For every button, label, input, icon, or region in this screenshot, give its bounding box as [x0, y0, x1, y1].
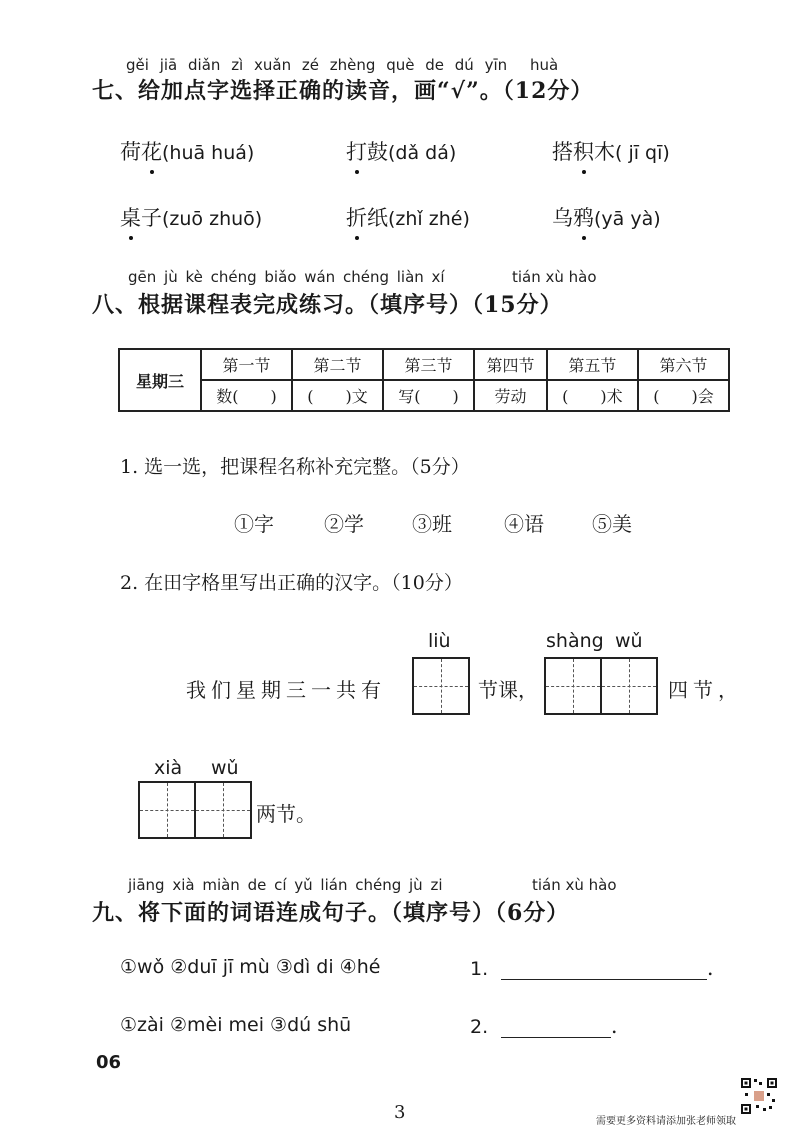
section8-pinyin-fill: tián xù hào: [512, 268, 597, 286]
schedule-cell[interactable]: ( )文: [292, 380, 383, 411]
sentence-part: 两节。: [256, 802, 316, 826]
grid-pinyin: liù: [428, 630, 451, 652]
schedule-header: 第三节: [383, 349, 474, 380]
pinyin: zé: [301, 56, 319, 74]
page-code: 06: [96, 1052, 122, 1073]
pinyin: gěi: [126, 56, 149, 74]
pinyin: zì: [231, 56, 244, 74]
option-4[interactable]: ④语: [504, 512, 544, 536]
option-1[interactable]: ①字: [234, 512, 274, 536]
pinyin: zhèng: [329, 56, 376, 74]
schedule-cell[interactable]: 数( ): [201, 380, 292, 411]
schedule-cell[interactable]: ( )会: [638, 380, 729, 411]
schedule-header: 第五节: [547, 349, 638, 380]
answer-line-1[interactable]: 1. .: [470, 956, 714, 980]
tianzige-box[interactable]: [600, 657, 658, 715]
item-zhezhi: 折纸(zhǐ zhé): [346, 202, 470, 232]
section7-title: 七、给加点字选择正确的读音，画“√”。（12分）: [92, 78, 594, 104]
pinyin: diǎn: [188, 56, 221, 74]
pinyin: yīn: [484, 56, 508, 74]
schedule-header: 第四节: [474, 349, 547, 380]
schedule-header: 第六节: [638, 349, 729, 380]
option-2[interactable]: ②学: [324, 512, 364, 536]
words-row-2: ①zài ②mèi mei ③dú shū: [120, 1014, 352, 1036]
section8-pinyin: gēn jù kè chéng biǎo wán chéng liàn xí: [128, 268, 445, 286]
pinyin: jiā: [159, 56, 178, 74]
qr-code-icon: [740, 1077, 778, 1115]
pinyin: huà: [529, 56, 559, 74]
section9-pinyin: jiāng xià miàn de cí yǔ lián chéng jù zi: [128, 876, 443, 894]
answer-blank[interactable]: [501, 957, 707, 980]
words-row-1: ①wǒ ②duī jī mù ③dì di ④hé: [120, 956, 381, 978]
item-dajimu: 搭积木( jī qī): [552, 136, 670, 166]
schedule-header: 第一节: [201, 349, 292, 380]
section9-pinyin-fill: tián xù hào: [532, 876, 617, 894]
item-wuya: 乌鸦(yā yà): [552, 202, 661, 232]
section7-pinyin: [126, 56, 558, 74]
grid-pinyin: wǔ: [211, 757, 239, 779]
pinyin: què: [386, 56, 415, 74]
pinyin: xuǎn: [254, 56, 292, 74]
grid-pinyin: xià: [154, 757, 183, 779]
schedule-day: 星期三: [119, 349, 201, 411]
option-5[interactable]: ⑤美: [592, 512, 632, 536]
schedule-cell[interactable]: ( )术: [547, 380, 638, 411]
schedule-cell: 劳动: [474, 380, 547, 411]
schedule-table: [118, 348, 730, 412]
option-3[interactable]: ③班: [412, 512, 452, 536]
answer-line-2[interactable]: 2. .: [470, 1014, 618, 1038]
schedule-header: 第二节: [292, 349, 383, 380]
tianzige-box[interactable]: [544, 657, 602, 715]
sentence-part: 四节，: [668, 678, 743, 702]
item-zhuozi: 桌子(zuō zhuō): [120, 202, 262, 232]
question-2: 2. 在田字格里写出正确的汉字。（10分）: [120, 572, 463, 594]
section9-title: 九、将下面的词语连成句子。（填序号）（6分）: [92, 900, 570, 926]
grid-pinyin: shàng: [546, 630, 604, 652]
schedule-cell[interactable]: 写( ): [383, 380, 474, 411]
pinyin: dú: [454, 56, 474, 74]
page-number: 3: [394, 1102, 406, 1123]
question-1: 1. 选一选，把课程名称补充完整。（5分）: [120, 456, 470, 478]
tianzige-box[interactable]: [138, 781, 196, 839]
item-dagu: 打鼓(dǎ dá): [346, 136, 456, 166]
pinyin: de: [425, 56, 444, 74]
section8-title: 八、根据课程表完成练习。（填序号）（15分）: [92, 292, 563, 318]
item-hehua: 荷花(huā huá): [120, 136, 254, 166]
sentence-part: 节课，: [478, 678, 538, 702]
grid-pinyin: wǔ: [615, 630, 643, 652]
footer-note: 需要更多资料请添加张老师领取: [596, 1116, 736, 1127]
answer-blank[interactable]: [501, 1015, 611, 1038]
tianzige-box[interactable]: [412, 657, 470, 715]
sentence-part: 我们星期三一共有: [186, 678, 386, 702]
tianzige-box[interactable]: [194, 781, 252, 839]
